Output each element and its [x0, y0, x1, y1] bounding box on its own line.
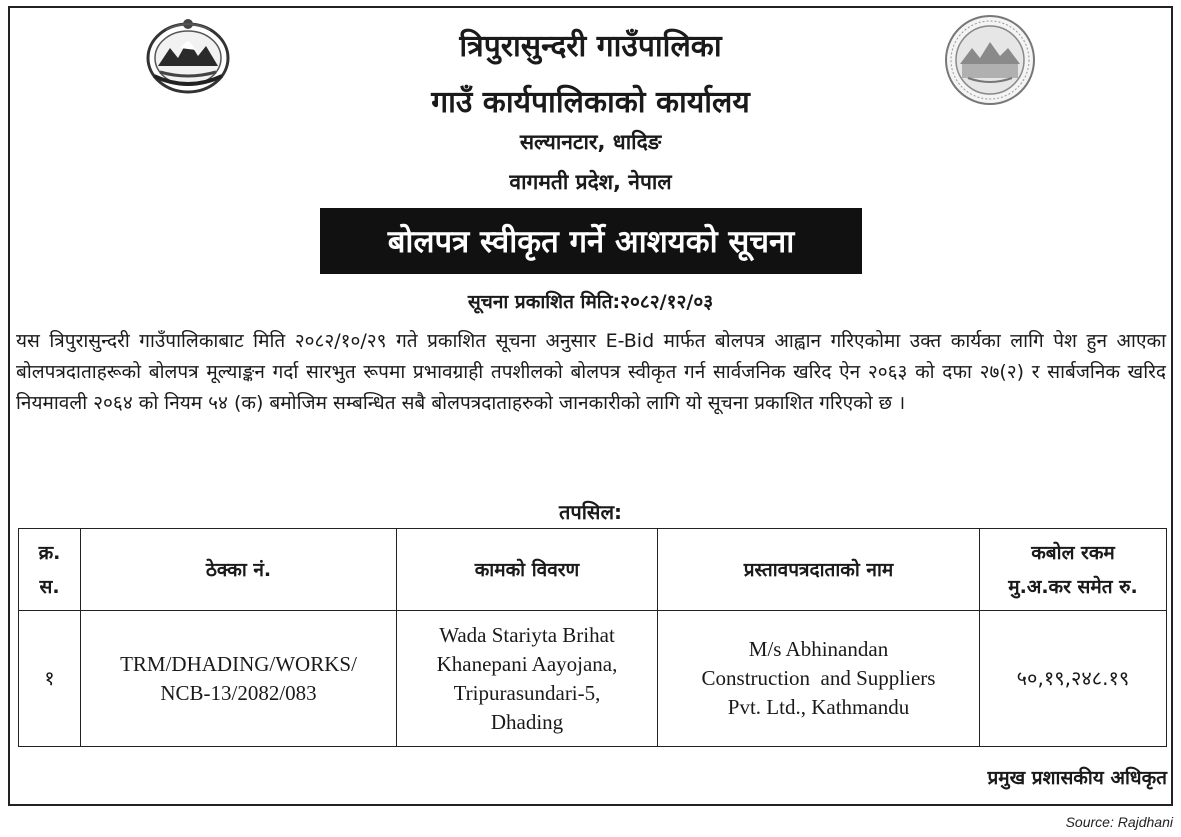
contract-line: NCB-13/2082/083	[160, 680, 317, 705]
cell-bidder-name	[658, 611, 980, 747]
header-work-description: कामको विवरण	[397, 529, 658, 611]
header-amount-line2: मु.अ.कर समेत रु.	[1008, 575, 1138, 598]
cell-bid-amount: ५०,१९,२४८.१९	[980, 611, 1167, 747]
header-serial-line2: स.	[39, 575, 60, 598]
cell-serial: १	[19, 611, 81, 747]
header-bid-amount	[980, 529, 1167, 611]
header-bidder-name: प्रस्तावपत्रदाताको नाम	[658, 529, 980, 611]
header-serial	[19, 529, 81, 611]
table-row	[19, 611, 1167, 747]
bidder-line: M/s Abhinandan	[748, 637, 889, 661]
bidder-line: Construction and Suppliers	[701, 666, 936, 690]
work-line: Khanepani Aayojana,	[436, 651, 618, 676]
header-amount-line1: कबोल रकम	[1031, 541, 1115, 564]
municipality-name: त्रिपुरासुन्दरी गाउँपालिका	[459, 29, 722, 64]
header-serial-line1: क्र.	[38, 541, 61, 564]
contract-line: TRM/DHADING/WORKS/	[120, 651, 357, 676]
office-name: गाउँ कार्यपालिकाको कार्यालय	[431, 85, 750, 120]
bid-table	[18, 528, 1167, 747]
work-line: Wada Stariyta Brihat	[439, 622, 615, 647]
work-line: Dhading	[490, 709, 564, 734]
notice-body: यस त्रिपुरासुन्दरी गाउँपालिकाबाट मिति २०८२/१०/२९ गते प्रकाशित सूचना अनुसार E-Bid मार्फत बोलपत्र आह्वान गरिएकोमा उक्त कार्यका लागि पेश हुन आएका बोलपत्रदाताहरूको बोलपत्र मूल्याङ्कन गर्दा सारभुत रूपमा प्रभावग्राही तपशीलको बोलपत्र स्वीकृत गर्न सार्वजनिक खरिद ऐन २०६३ को दफा २७(२) र सार्बजनिक खरिद नियमावली २०६४ को नियम ५४ (क) बमोजिम सम्बन्धित सबै बोलपत्रदाताहरुको जानकारीको लागि यो सूचना प्रकाशित गरिएको छ ।	[16, 330, 1166, 414]
signatory-title: प्रमुख प्रशासकीय अधिकृत	[987, 767, 1167, 789]
cell-contract-no	[81, 611, 397, 747]
bidder-line: Pvt. Ltd., Kathmandu	[727, 695, 910, 719]
notice-title: बोलपत्र स्वीकृत गर्ने आशयको सूचना	[320, 208, 862, 274]
source-credit: Source: Rajdhani	[1065, 814, 1173, 830]
office-address: सल्यानटार, धादिङ	[519, 130, 662, 154]
province-country: वागमती प्रदेश, नेपाल	[509, 170, 672, 194]
publish-date: सूचना प्रकाशित मिति:२०८२/१२/०३	[467, 291, 714, 313]
work-line: Tripurasundari-5,	[453, 680, 601, 705]
header-contract-no: ठेक्का नं.	[81, 529, 397, 611]
details-heading: तपसिल:	[558, 500, 623, 524]
table-header-row	[19, 529, 1167, 611]
cell-work-description	[397, 611, 658, 747]
